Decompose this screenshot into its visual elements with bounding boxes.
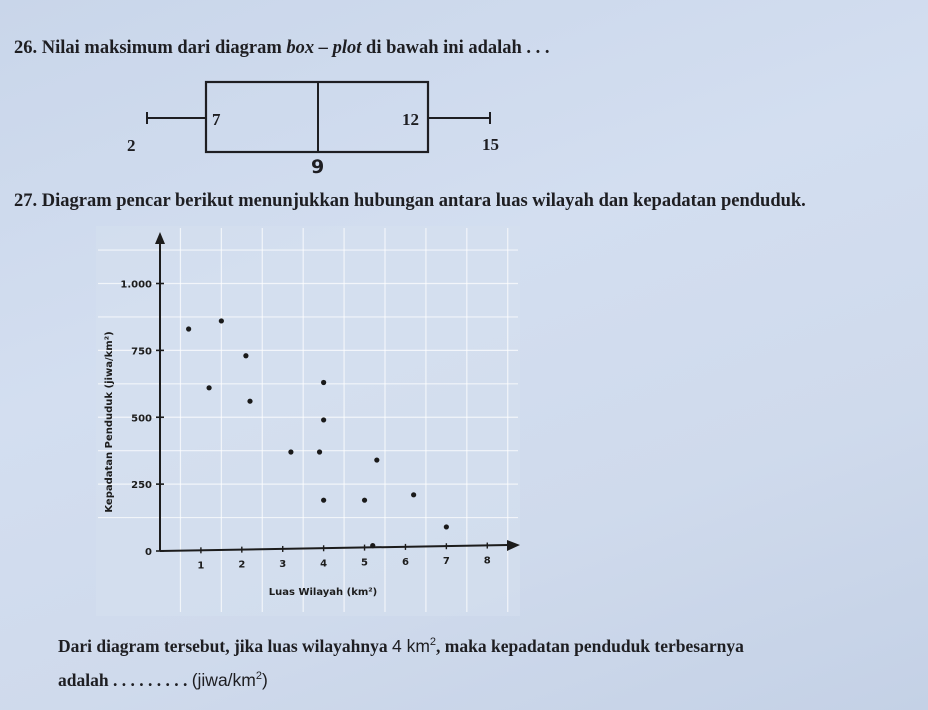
data-point xyxy=(288,449,293,454)
x-tick-label: 7 xyxy=(442,556,450,568)
question-27-prompt-line-1 xyxy=(58,636,744,657)
x-tick-label: 4 xyxy=(320,558,328,570)
y-tick-label: 750 xyxy=(131,346,152,358)
box-plot-q1-label: 7 xyxy=(212,110,221,129)
y-tick-label: 1.000 xyxy=(120,279,152,291)
x-tick-label: 5 xyxy=(361,557,369,569)
data-point xyxy=(247,399,252,404)
y-tick-label: 500 xyxy=(131,413,152,425)
question-26-number: 26. xyxy=(14,38,38,58)
unit-close: ) xyxy=(262,670,268,690)
box-plot-min-label: 2 xyxy=(127,136,136,155)
question-27-number: 27. xyxy=(14,191,38,211)
prompt-line2-text: adalah . . . . . . . . . xyxy=(58,670,192,690)
data-point xyxy=(317,449,322,454)
box-plot xyxy=(127,82,499,178)
prompt-area-value xyxy=(392,636,436,656)
data-point xyxy=(374,457,379,462)
question-26-text-a: Nilai maksimum dari diagram xyxy=(41,38,287,58)
x-tick-label: 3 xyxy=(279,558,287,570)
prompt-text-b: , maka kepadatan penduduk terbesarnya xyxy=(436,636,744,656)
data-point xyxy=(444,524,449,529)
x-tick-label: 8 xyxy=(483,555,491,567)
y-tick-label: 0 xyxy=(145,547,152,558)
data-point xyxy=(206,385,211,390)
prompt-text-a: Dari diagram tersebut, jika luas wilayahnya xyxy=(58,636,392,656)
unit-sup: 2 xyxy=(255,670,262,683)
unit-text: (jiwa/km xyxy=(191,670,256,690)
box-plot-median-label: 9 xyxy=(311,156,325,178)
question-26-text-b: di bawah ini adalah . . . xyxy=(361,38,550,58)
data-point xyxy=(186,326,191,331)
prompt-unit xyxy=(192,670,268,690)
x-tick-label: 6 xyxy=(401,556,409,568)
area-value-sup: 2 xyxy=(429,636,437,649)
data-point xyxy=(362,498,367,503)
data-point xyxy=(321,380,326,385)
area-value-text: 4 km xyxy=(391,636,430,656)
data-point xyxy=(243,353,248,358)
question-27-text: Diagram pencar berikut menunjukkan hubungan antara luas wilayah dan kepadatan penduduk. xyxy=(41,191,806,211)
data-point xyxy=(321,417,326,422)
question-26-italic: box – plot xyxy=(286,38,362,58)
question-27-prompt-line-2 xyxy=(58,670,268,691)
box-plot-q3-label: 12 xyxy=(402,110,419,129)
x-tick-label: 2 xyxy=(238,559,246,571)
scatter-chart xyxy=(96,226,520,616)
data-point xyxy=(219,318,224,323)
box-plot-max-label: 15 xyxy=(482,135,499,154)
x-axis-title: Luas Wilayah (km²) xyxy=(268,587,378,598)
x-tick-label: 1 xyxy=(197,560,205,572)
data-point xyxy=(370,543,375,548)
y-axis-title: Kepadatan Penduduk (jiwa/km²) xyxy=(104,331,115,513)
data-point xyxy=(411,492,416,497)
y-tick-label: 250 xyxy=(131,480,152,492)
data-point xyxy=(321,498,326,503)
